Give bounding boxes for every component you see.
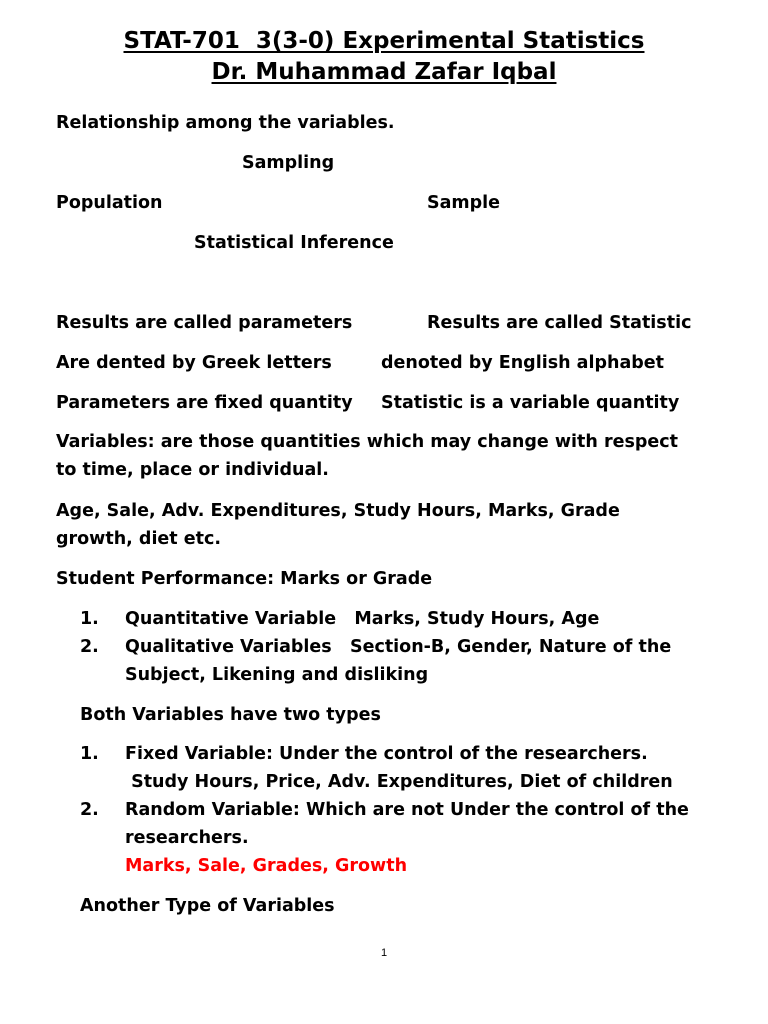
another-type-heading: Another Type of Variables [80,896,335,916]
comparison-left-1: Results are called parameters [56,313,353,333]
course-title [0,27,768,55]
types-list-num-1: 1. [80,609,99,629]
comparison-left-2: Are dented by Greek letters [56,353,332,373]
relationship-heading: Relationship among the variables. [56,113,395,133]
types-list-item-2-line2: Subject, Likening and disliking [125,665,429,685]
inference-label: Statistical Inference [194,233,394,253]
control-list-item-1-line2: Study Hours, Price, Adv. Expenditures, Diet of children [125,772,673,792]
both-types-heading: Both Variables have two types [80,705,381,725]
random-variable-examples: Marks, Sale, Grades, Growth [125,856,408,876]
student-performance: Student Performance: Marks or Grade [56,569,433,589]
population-label: Population [56,193,163,213]
sampling-label: Sampling [242,153,335,173]
variables-definition-line1: Variables: are those quantities which may change with respect [56,432,678,452]
sample-label: Sample [427,193,501,213]
comparison-left-3: Parameters are fixed quantity [56,393,353,413]
variables-definition-line2: to time, place or individual. [56,460,329,480]
instructor-name-text: Dr. Muhammad Zafar Iqbal [211,59,557,85]
types-list-num-2: 2. [80,637,99,657]
comparison-right-1: Results are called Statistic [427,313,692,333]
types-list-item-1: Quantitative Variable Marks, Study Hours, Age [125,609,600,629]
comparison-right-2: denoted by English alphabet [381,353,665,373]
control-list-item-1-line1: Fixed Variable: Under the control of the researchers. [125,744,648,764]
comparison-right-3: Statistic is a variable quantity [381,393,680,413]
control-list-num-2: 2. [80,800,99,820]
control-list-num-1: 1. [80,744,99,764]
course-title-text: STAT-701 3(3-0) Experimental Statistics [123,28,645,54]
control-list-item-2-line1: Random Variable: Which are not Under the control of the [125,800,689,820]
instructor-name [0,58,768,86]
examples-line2: growth, diet etc. [56,529,222,549]
types-list-item-2-line1: Qualitative Variables Section-B, Gender, Nature of the [125,637,672,657]
page-number: 1 [380,947,388,959]
examples-line1: Age, Sale, Adv. Expenditures, Study Hours, Marks, Grade [56,501,620,521]
control-list-item-2-line2: researchers. [125,828,249,848]
